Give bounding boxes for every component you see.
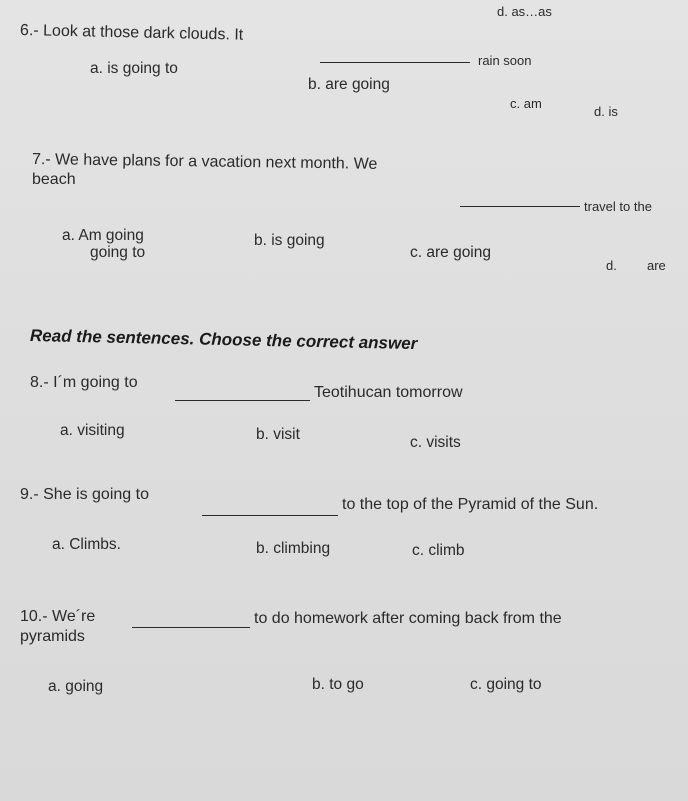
q6-question-tail: rain soon (478, 53, 532, 68)
q7-option-c[interactable]: c. are going (410, 244, 491, 261)
q8-question-text: 8.- I´m going to (30, 374, 138, 391)
q10-option-b[interactable]: b. to go (312, 676, 364, 693)
q9-option-b[interactable]: b. climbing (256, 540, 331, 557)
q9-option-a[interactable]: a. Climbs. (52, 536, 121, 553)
q7-option-d[interactable]: d. (606, 258, 617, 273)
q10-answer-blank[interactable] (132, 627, 250, 628)
q6-option-d[interactable]: d. is (594, 104, 618, 119)
q10-option-c[interactable]: c. going to (470, 676, 542, 693)
q6-question-text: 6.- Look at those dark clouds. It (19, 22, 244, 44)
q8-option-b[interactable]: b. visit (256, 426, 300, 443)
q10-question-line2: pyramids (20, 628, 85, 645)
q6-option-c[interactable]: c. am (510, 96, 542, 111)
q6-prev-option-d: d. as…as (497, 4, 552, 19)
q10-question-text: 10.- We´re (20, 608, 96, 625)
q10-question-tail: to do homework after coming back from the (254, 610, 562, 627)
q7-option-a[interactable]: a. Am going (62, 227, 144, 244)
q6-option-b[interactable]: b. are going (308, 76, 390, 93)
q7-question-line2: beach (32, 171, 76, 188)
q10-option-a[interactable]: a. going (48, 678, 104, 695)
q7-question-tail: travel to the (584, 199, 652, 214)
q9-question-tail: to the top of the Pyramid of the Sun. (342, 496, 599, 513)
q9-option-c[interactable]: c. climb (412, 542, 465, 559)
q7-option-a-cont[interactable]: going to (90, 244, 146, 261)
section-instructions: Read the sentences. Choose the correct answer (29, 326, 418, 354)
q9-question-text: 9.- She is going to (20, 486, 149, 503)
q6-option-a[interactable]: a. is going to (90, 60, 178, 77)
q6-answer-blank[interactable] (320, 62, 470, 63)
q8-answer-blank[interactable] (175, 400, 310, 401)
q7-option-b[interactable]: b. is going (254, 232, 325, 249)
q8-question-tail: Teotihucan tomorrow (314, 384, 463, 401)
q8-option-a[interactable]: a. visiting (60, 422, 125, 439)
q7-question-text: 7.- We have plans for a vacation next month. We (31, 151, 378, 173)
q8-option-c[interactable]: c. visits (410, 434, 461, 451)
q9-answer-blank[interactable] (202, 515, 338, 516)
q7-option-d-text[interactable]: are (647, 258, 666, 273)
q7-answer-blank[interactable] (460, 206, 580, 207)
